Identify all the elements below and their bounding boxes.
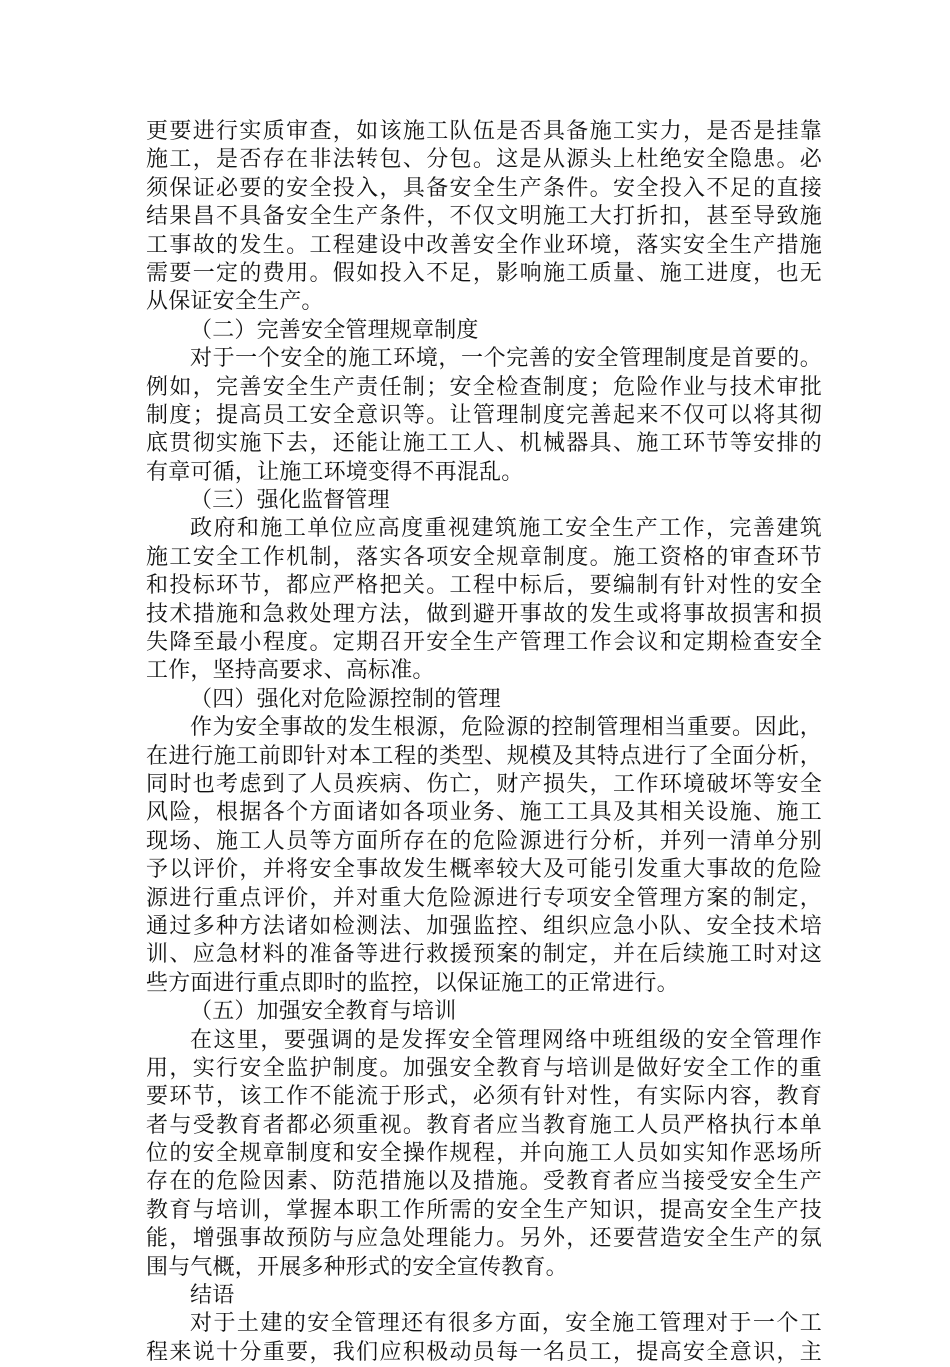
text-line: 对于土建的安全管理还有很多方面，安全施工管理对于一个工: [190, 1311, 822, 1337]
text-line: 些方面进行重点即时的监控，以保证施工的正常进行。: [146, 970, 679, 996]
text-line: 能，增强事故预防与应急处理能力。另外，还要营造安全生产的氛: [146, 1226, 822, 1252]
text-line: 作为安全事故的发生根源，危险源的控制管理相当重要。因此，: [190, 715, 822, 741]
text-line: 底贯彻实施下去，还能让施工工人、机械器具、施工环节等安排的: [146, 431, 822, 457]
text-line: 工作，坚持高要求、高标准。: [146, 658, 435, 684]
text-line: 训、应急材料的准备等进行救援预案的制定，并在后续施工时对这: [146, 942, 822, 968]
text-line: 要环节，该工作不能流于形式，必须有针对性，有实际内容，教育: [146, 1084, 822, 1110]
text-line: 有章可循，让施工环境变得不再混乱。: [146, 459, 524, 485]
text-line: 在进行施工前即针对本工程的类型、规模及其特点进行了全面分析，: [146, 743, 822, 769]
text-line: 风险，根据各个方面诸如各项业务、施工工具及其相关设施、施工: [146, 800, 822, 826]
text-line: 程来说十分重要，我们应积极动员每一名员工，提高安全意识，主: [146, 1339, 822, 1365]
text-line: 须保证必要的安全投入，具备安全生产条件。安全投入不足的直接: [146, 175, 822, 201]
text-line: 予以评价，并将安全事故发生概率较大及可能引发重大事故的危险: [146, 857, 822, 883]
text-line: 围与气概，开展多种形式的安全宣传教育。: [146, 1254, 568, 1280]
text-line: 同时也考虑到了人员疾病、伤亡，财产损失，工作环境破坏等安全: [146, 771, 822, 797]
text-line: 工事故的发生。工程建设中改善安全作业环境，落实安全生产措施: [146, 232, 822, 258]
text-line: 更要进行实质审查，如该施工队伍是否具备施工实力，是否是挂靠: [146, 119, 822, 144]
text-line: 失降至最小程度。定期召开安全生产管理工作会议和定期检查安全: [146, 630, 822, 656]
text-line: 结果昌不具备安全生产条件，不仅文明施工大打折扣，甚至导致施: [146, 204, 822, 230]
text-line: 需要一定的费用。假如投入不足，影响施工质量、施工进度，也无: [146, 260, 822, 286]
text-line: 者与受教育者都必须重视。教育者应当教育施工人员严格执行本单: [146, 1112, 822, 1138]
text-line: 位的安全规章制度和安全操作规程，并向施工人员如实知作恶场所: [146, 1141, 822, 1167]
text-line: 制度；提高员工安全意识等。让管理制度完善起来不仅可以将其彻: [146, 402, 822, 428]
text-line: 在这里，要强调的是发挥安全管理网络中班组级的安全管理作: [190, 1027, 822, 1053]
text-line: 例如，完善安全生产责任制；安全检查制度；危险作业与技术审批: [146, 374, 822, 400]
text-line: 施工，是否存在非法转包、分包。这是从源头上杜绝安全隐患。必: [146, 147, 822, 173]
text-line: 源进行重点评价，并对重大危险源进行专项安全管理方案的制定，: [146, 885, 822, 911]
text-line: 技术措施和急救处理方法，做到避开事故的发生或将事故损害和损: [146, 601, 822, 627]
section-heading: 结语: [190, 1283, 235, 1309]
document-body: [146, 118, 822, 1367]
text-line: 存在的危险因素、防范措施以及措施。受教育者应当接受安全生产: [146, 1169, 822, 1195]
text-line: 施工安全工作机制，落实各项安全规章制度。施工资格的审查环节: [146, 544, 822, 570]
text-line: 教育与培训，掌握本职工作所需的安全生产知识，提高安全生产技: [146, 1197, 822, 1223]
text-line: 对于一个安全的施工环境，一个完善的安全管理制度是首要的。: [190, 346, 822, 372]
section-heading: （四）强化对危险源控制的管理: [190, 686, 501, 712]
text-line: 和投标环节，都应严格把关。工程中标后，要编制有针对性的安全: [146, 573, 822, 599]
section-heading: （二）完善安全管理规章制度: [190, 317, 479, 343]
section-heading: （三）强化监督管理: [190, 488, 390, 514]
text-line: 政府和施工单位应高度重视建筑施工安全生产工作，完善建筑: [190, 516, 822, 542]
section-heading: （五）加强安全教育与培训: [190, 999, 457, 1025]
text-line: 通过多种方法诸如检测法、加强监控、组织应急小队、安全技术培: [146, 913, 822, 939]
text-line: 从保证安全生产。: [146, 289, 324, 315]
text-line: 现场、施工人员等方面所存在的危险源进行分析，并列一清单分别: [146, 828, 822, 854]
text-line: 用，实行安全监护制度。加强安全教育与培训是做好安全工作的重: [146, 1055, 822, 1081]
